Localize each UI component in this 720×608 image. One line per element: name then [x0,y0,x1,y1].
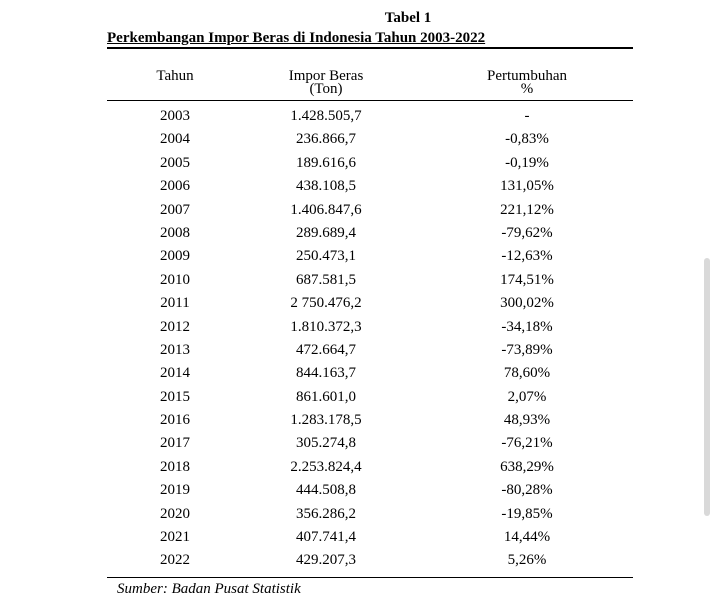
table-body [0,105,720,573]
cell-year: 2008 [160,224,190,241]
table-caption: Tabel 1 [384,10,432,26]
cell-import: 1.810.372,3 [290,318,362,335]
table-row [0,199,720,222]
cell-import: 2.253.824,4 [290,458,362,475]
table-row [0,222,720,245]
cell-growth: 2,07% [507,388,547,405]
table-row [0,175,720,198]
table-title: Perkembangan Impor Beras di Indonesia Tahun 2003-2022 [107,30,486,46]
cell-import: 1.428.505,7 [290,108,362,124]
table-row [0,456,720,479]
cell-growth: - [524,108,530,124]
table-top-rule [107,47,633,49]
cell-growth: -80,28% [501,482,553,499]
cell-import: 189.616,6 [296,154,356,171]
cell-year: 2021 [160,529,190,546]
cell-growth: 5,26% [507,552,547,569]
table-row [0,479,720,502]
cell-growth: -73,89% [501,341,553,358]
cell-year: 2022 [160,552,190,569]
cell-import: 844.163,7 [296,365,356,382]
header-import-unit: (Ton) [309,81,343,97]
header-year [145,70,205,83]
header-import-label: Impor Beras [288,68,364,84]
cell-import: 289.689,4 [296,224,356,241]
cell-growth: 174,51% [500,271,554,288]
table-row [0,526,720,549]
table-row [0,362,720,385]
header-growth-label: Pertumbuhan [487,68,567,84]
table-row [0,432,720,455]
cell-import: 236.866,7 [296,131,356,148]
table-row [0,316,720,339]
table-bottom-rule [107,577,633,578]
cell-year: 2013 [160,341,190,358]
cell-year: 2004 [160,131,190,148]
cell-import: 305.274,8 [296,435,356,452]
cell-import: 2 750.476,2 [290,295,362,312]
cell-growth: 221,12% [500,201,554,218]
cell-year: 2016 [160,412,190,429]
table-row [0,386,720,409]
cell-year: 2020 [160,505,190,522]
table-row [0,105,720,128]
cell-growth: -76,21% [501,435,553,452]
cell-year: 2018 [160,458,190,475]
cell-year: 2017 [160,435,190,452]
cell-growth: 48,93% [503,412,551,429]
cell-import: 250.473,1 [296,248,356,265]
cell-import: 429.207,3 [296,552,356,569]
cell-year: 2011 [160,295,190,312]
cell-import: 444.508,8 [296,482,356,499]
cell-growth: 78,60% [503,365,551,382]
cell-growth: -0,83% [505,131,549,148]
table-row [0,339,720,362]
cell-growth: 300,02% [500,295,554,312]
header-growth [470,70,584,96]
table-row [0,152,720,175]
cell-growth: 131,05% [500,178,554,195]
header-year-label: Tahun [156,68,194,84]
cell-year: 2015 [160,388,190,405]
table-row [0,269,720,292]
cell-growth: -34,18% [501,318,553,335]
cell-import: 687.581,5 [296,271,356,288]
header-import [270,70,382,96]
cell-import: 438.108,5 [296,178,356,195]
cell-year: 2003 [160,108,190,124]
cell-year: 2012 [160,318,190,335]
cell-import: 472.664,7 [296,341,356,358]
cell-year: 2019 [160,482,190,499]
header-rule [107,100,633,101]
cell-growth: 14,44% [503,529,551,546]
table-row [0,245,720,268]
table-row [0,128,720,151]
cell-growth: -0,19% [505,154,549,171]
cell-import: 407.741,4 [296,529,356,546]
cell-growth: -79,62% [501,224,553,241]
table-source: Sumber: Badan Pusat Statistik [117,581,301,597]
cell-growth: -19,85% [501,505,553,522]
cell-year: 2007 [160,201,190,218]
header-growth-unit: % [520,81,534,97]
table-row [0,549,720,572]
cell-import: 356.286,2 [296,505,356,522]
cell-year: 2009 [160,248,190,265]
cell-year: 2014 [160,365,190,382]
table-row [0,503,720,526]
cell-import: 1.406.847,6 [290,201,362,218]
cell-import: 1.283.178,5 [290,412,362,429]
cell-year: 2010 [160,271,190,288]
cell-import: 861.601,0 [296,388,356,405]
table-row [0,409,720,432]
scrollbar[interactable] [704,258,710,516]
cell-year: 2005 [160,154,190,171]
cell-growth: -12,63% [501,248,553,265]
table-row [0,292,720,315]
cell-growth: 638,29% [500,458,554,475]
cell-year: 2006 [160,178,190,195]
